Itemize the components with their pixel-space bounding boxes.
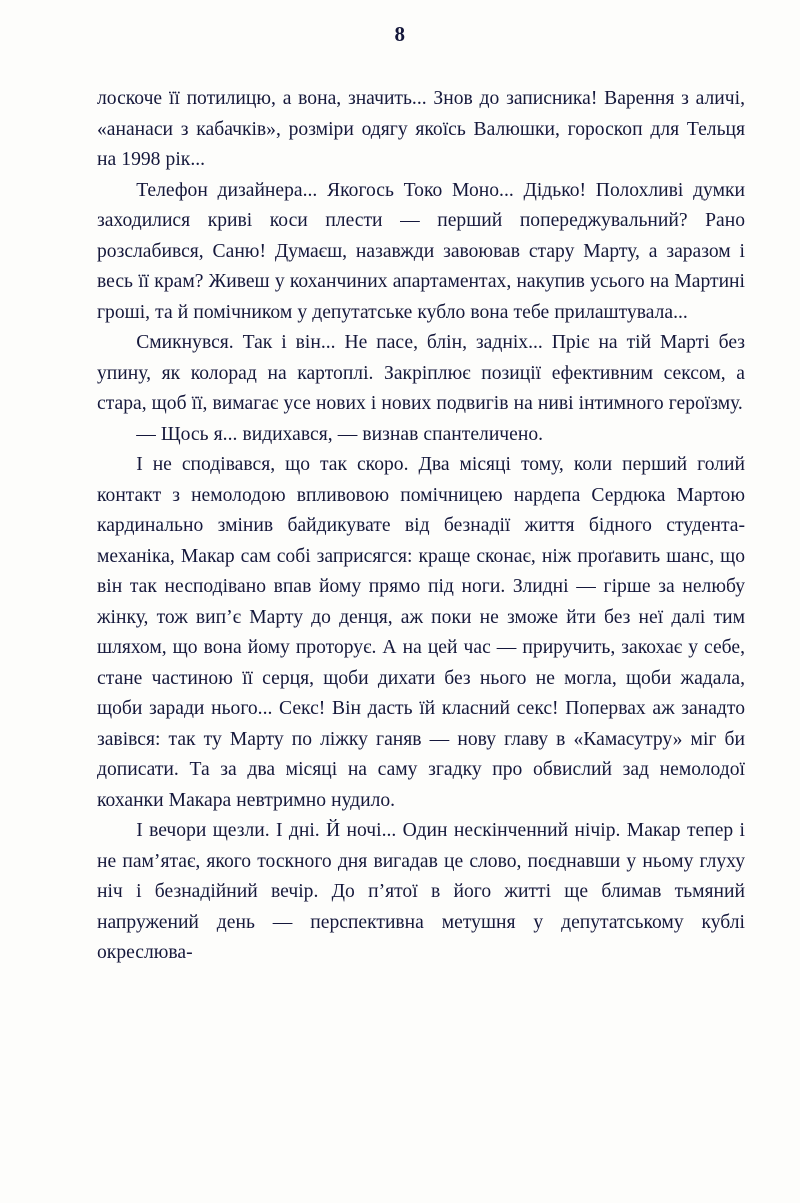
paragraph: Смикнувся. Так і він... Не пасе, блін, задніх... Пріє на тій Марті без упину, як колорад на картоплі. Закріплює позиції ефективним сексом, а стара, щоб її, вимагає усе нових і нових подвигів на ниві інтимного героїзму. — [97, 332, 745, 414]
page-number: 8 — [394, 22, 406, 46]
paragraph-dialogue: — Щось я... видихався, — визнав спантеличено. — [136, 423, 544, 445]
paragraph: Телефон дизайнера... Якогось Токо Моно... Дідько! Полохливі думки заходилися криві коси плести — перший попереджувальний? Рано розслабився, Саню! Думаєш, назавжди завоював стару Марту, а заразом і весь її крам? Живеш у коханчиних апартаментах, накупив усього на Мартині гроші, та й помічником у депутатське кубло вона тебе прилаштувала... — [97, 179, 745, 323]
paragraph: І не сподівався, що так скоро. Два місяці тому, коли перший голий контакт з немолодою впливовою помічницею нардепа Сердюка Мартою кардинально змінив байдикувате від безнадії життя бідного студента-механіка, Макар сам собі заприсягся: краще сконає, ніж проґавить шанс, що він так несподівано впав йому прямо під ноги. Злидні — гірше за нелюбу жінку, тож вип’є Марту до денця, аж поки не зможе йти без неї далі тим шляхом, що вона йому проторує. А на цей час — приручить, закохає у себе, стане частиною її серця, щоби дихати без нього не могла, щоби жадала, щоби заради нього... Секс! Він дасть їй класний секс! Попервах аж занадто завівся: так ту Марту по ліжку ганяв — нову главу в «Камасутру» міг би дописати. Та за два місяці на саму згадку про обвислий зад немолодої коханки Макара невтримно нудило. — [97, 454, 745, 811]
paragraph: лоскоче її потилицю, а вона, значить... Знов до записника! Варення з аличі, «ананаси з кабачків», розміри одягу якоїсь Валюшки, гороскоп для Тельця на 1998 рік... — [97, 88, 745, 170]
text-block — [97, 84, 745, 969]
paragraph-continued: І вечори щезли. І дні. Й ночі... Один нескінченний нічір. Макар тепер і не пам’ятає, якого тоскного дня вигадав це слово, поєднавши у ньому глуху ніч і безнадійний вечір. До п’ятої в його житті ще блимав тьмяний напружений день — перспективна метушня у депутатському кублі окреслюва- — [97, 820, 745, 963]
